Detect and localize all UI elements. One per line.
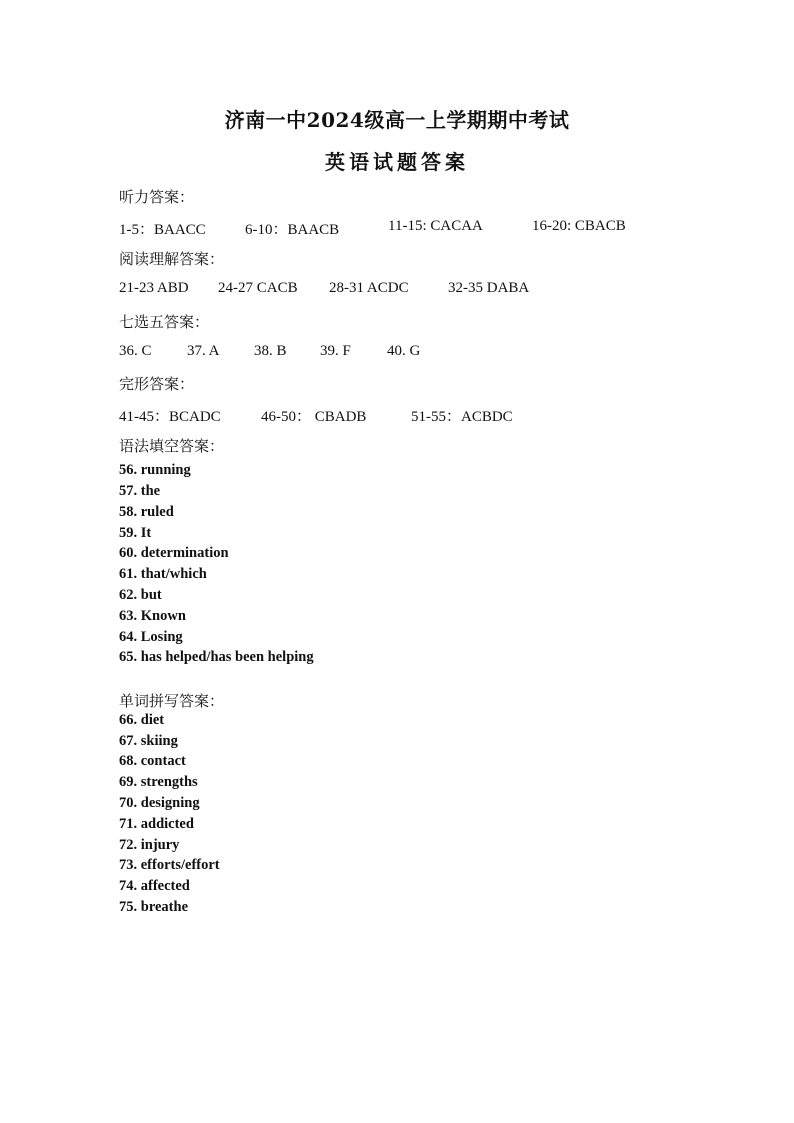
grammar-item: 56. running — [119, 462, 191, 478]
listening-group: 16-20: CBACB — [532, 218, 626, 234]
reading-group: 28-31 ACDC — [329, 280, 409, 296]
reading-heading: 阅读理解答案： — [119, 250, 225, 268]
spelling-item: 67. skiing — [119, 733, 178, 749]
spelling-heading: 单词拼写答案： — [119, 692, 225, 710]
reading-group: 32-35 DABA — [448, 280, 530, 296]
listening-group: 11-15: CACAA — [388, 218, 483, 234]
cloze-group: 51-55：ACBDC — [411, 409, 513, 425]
seven-five-heading: 七选五答案： — [119, 313, 210, 331]
spelling-item: 73. efforts/effort — [119, 857, 220, 873]
listening-heading: 听力答案： — [119, 188, 195, 206]
seven-five-group: 40. G — [387, 343, 421, 359]
spelling-item: 72. injury — [119, 837, 180, 853]
reading-group: 21-23 ABD — [119, 280, 189, 296]
cloze-group: 46-50： CBADB — [261, 409, 367, 425]
spelling-item: 70. designing — [119, 795, 200, 811]
page-title: 济南一中2024级高一上学期期中考试 — [224, 108, 570, 132]
listening-group: 6-10：BAACB — [245, 222, 340, 238]
cloze-heading: 完形答案： — [119, 375, 195, 393]
spelling-item: 75. breathe — [119, 899, 189, 915]
reading-group: 24-27 CACB — [218, 280, 298, 296]
grammar-item: 60. determination — [119, 545, 229, 561]
grammar-item: 62. but — [119, 587, 162, 603]
grammar-item: 58. ruled — [119, 504, 174, 520]
grammar-item: 59. It — [119, 525, 152, 541]
spelling-item: 71. addicted — [119, 816, 194, 832]
seven-five-group: 38. B — [254, 343, 287, 359]
spelling-item: 68. contact — [119, 753, 186, 769]
grammar-item: 64. Losing — [119, 629, 183, 645]
spelling-item: 74. affected — [119, 878, 190, 894]
cloze-group: 41-45：BCADC — [119, 409, 221, 425]
seven-five-group: 37. A — [187, 343, 220, 359]
grammar-heading: 语法填空答案： — [119, 437, 225, 455]
spelling-item: 66. diet — [119, 712, 165, 728]
grammar-item: 65. has helped/has been helping — [119, 649, 314, 665]
spelling-item: 69. strengths — [119, 774, 198, 790]
grammar-item: 63. Known — [119, 608, 186, 624]
seven-five-group: 36. C — [119, 343, 152, 359]
page-subtitle: 英语试题答案 — [325, 150, 469, 174]
grammar-item: 61. that/which — [119, 566, 207, 582]
seven-five-group: 39. F — [320, 343, 351, 359]
grammar-item: 57. the — [119, 483, 161, 499]
listening-group: 1-5：BAACC — [119, 222, 206, 238]
